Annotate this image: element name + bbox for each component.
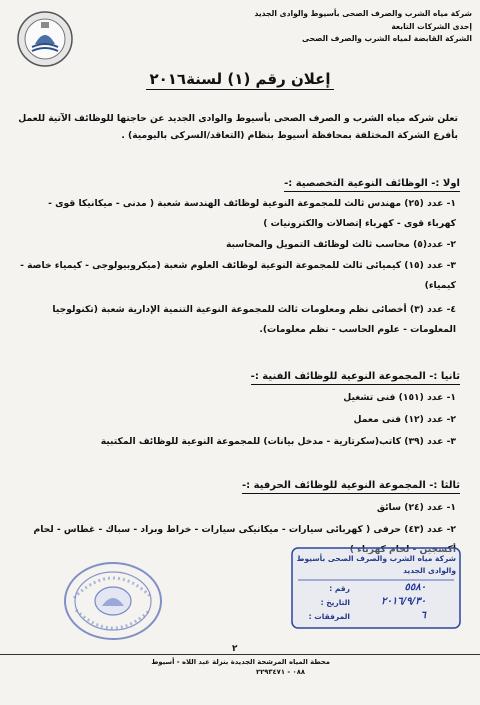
- stamp-region-line: والوادى الجديد: [403, 566, 456, 575]
- section-heading-crafts: ثالثا :- المجموعة النوعية للوظائف الحرفية :-: [242, 479, 460, 494]
- footer-address: محطة المياه المرشحة الجديدة بنزلة عبد اللاه - أسيوط: [151, 658, 330, 666]
- stamp-number-label: رقم :: [329, 584, 350, 593]
- stamp-attachments-value: ٦: [420, 610, 426, 621]
- stamp-attachments-label: المرفقات :: [308, 612, 350, 621]
- section-heading-specialized: اولا :- الوظائف النوعية التخصصية :-: [284, 177, 460, 192]
- list-item: ٣- عدد (١٥) كيميائى ثالث للمجموعة النوعية لوظائف العلوم شعبة (ميكروبيولوجى - كيمياء خاصة - كيمياء): [20, 260, 456, 291]
- letterhead: [172, 8, 472, 46]
- announcement-title: إعلان رقم (١) لسنة٢٠١٦: [0, 70, 480, 88]
- list-item: ٣- عدد (٣٩) كاتب(سكرتارية - مدخل بيانات) للمجموعة النوعية للوظائف المكتبية: [100, 436, 456, 447]
- list-item: ١- عدد (٢٥) مهندس ثالث للمجموعة النوعية لوظائف الهندسة شعبة ( مدنى - ميكانيكا قوى - كهرباء قوى - كهرباء إتصالات والكترونيات ): [48, 198, 456, 229]
- list-item: ٢- عدد(٥) محاسب ثالث لوظائف التمويل والمحاسبة: [225, 239, 456, 250]
- footer: [0, 654, 480, 679]
- incoming-stamp: [290, 546, 462, 630]
- list-item: ٢- عدد (٤٣) حرفى ( كهربائى سيارات - ميكانيكى سيارات - خراط وبراد - سباك - غطاس - لحام: [33, 524, 456, 535]
- letterhead-company-name: شركة مياه الشرب والصرف الصحى بأسيوط والوادى الجديد: [254, 9, 472, 18]
- stamp-company-line: شركة مياه الشرب والصرف الصحى بأسيوط: [296, 554, 456, 563]
- letterhead-holding-company: الشركة القابضة لمياه الشرب والصرف الصحى: [301, 34, 472, 43]
- list-item: ٢- عدد (١٢) فنى معمل: [353, 414, 456, 425]
- stamp-date-value: ٢٠١٦/٩/٣٠: [381, 596, 426, 607]
- intro-paragraph: تعلن شركه مياه الشرب و الصرف الصحى بأسيوط والوادى الجديد عن حاجتها للوظائف الآتية للعمل بأفرع الشركة المختلفة بمحافظة أسيوط بنظام (التعاقد/السركى باليومية) .: [18, 113, 458, 141]
- list-item: ١- عدد (١٥١) فنى تشغيل: [343, 392, 456, 403]
- page-number: ٢: [232, 644, 238, 654]
- list-item: ١- عدد (٢٤) سائق: [376, 502, 456, 513]
- round-seal-icon: [62, 560, 164, 642]
- stamp-date-label: التاريخ :: [320, 598, 350, 607]
- section-heading-technical: ثانيا :- المجموعة النوعية للوظائف الفنية :-: [251, 370, 460, 385]
- letterhead-affiliation: إحدى الشركات التابعة: [391, 21, 472, 31]
- list-item: ٤- عدد (٣) أخصائى نظم ومعلومات ثالث للمجموعة النوعية التنمية الإدارية شعبة (تكنولوجيا المعلومات - علوم الحاسب - نظم معلومات).: [52, 304, 456, 335]
- footer-phone: ٠٨٨ - ٢٢٩٣٤٧١: [255, 668, 305, 676]
- company-logo-icon: [16, 10, 74, 68]
- stamp-number-value: ٥٥٨٠: [404, 582, 426, 593]
